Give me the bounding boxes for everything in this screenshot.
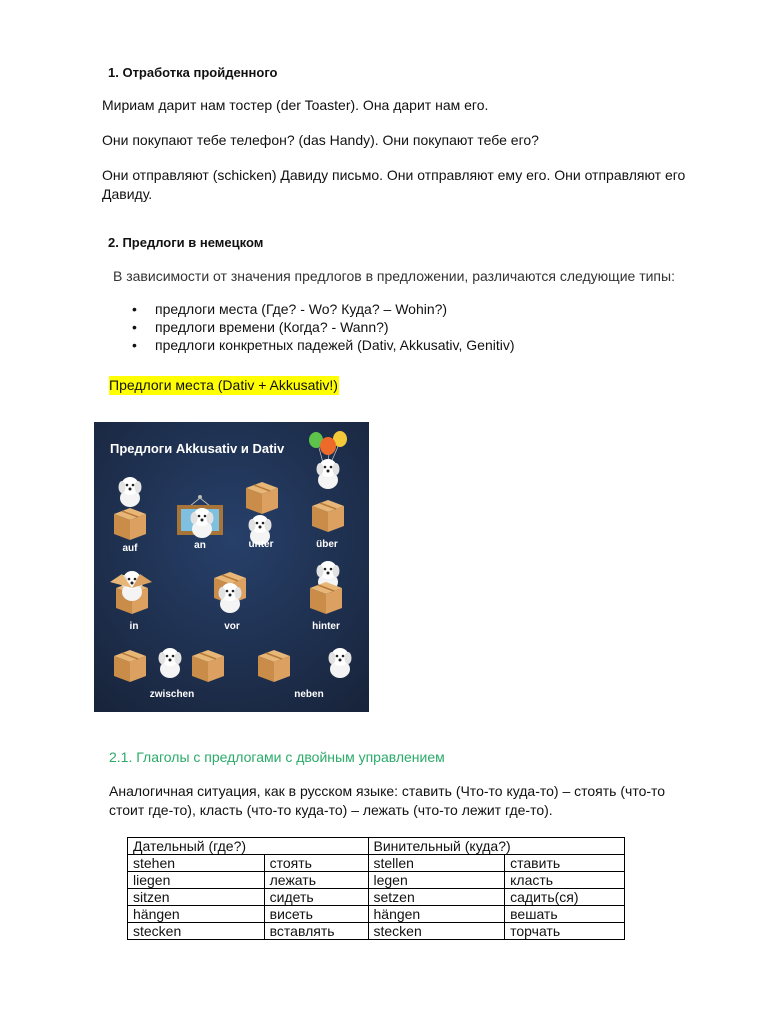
picture-title: Предлоги Akkusativ и Dativ: [110, 441, 285, 456]
table-row: [128, 906, 625, 923]
table-header-row: [128, 838, 625, 855]
label-neben: neben: [294, 689, 324, 700]
table-cell: stecken: [128, 923, 265, 940]
table-cell: торчать: [505, 923, 625, 940]
exercise-line-1: Мириам дарит нам тостер (der Toaster). Она дарит нам его.: [102, 97, 489, 113]
table-cell: сидеть: [264, 889, 368, 906]
section-2-heading: 2. Предлоги в немецком: [108, 235, 264, 250]
table-row: [128, 889, 625, 906]
label-in: in: [129, 621, 139, 632]
table-row: [128, 855, 625, 872]
exercise-line-2: Они покупают тебе телефон? (das Handy). Они покупают тебе его?: [102, 132, 539, 148]
list-item: • предлоги времени (Когда? - Wann?): [128, 318, 515, 336]
table-cell: стоять: [264, 855, 368, 872]
label-unter: unter: [248, 539, 274, 550]
table-cell: лежать: [264, 872, 368, 889]
balloon-orange-icon: [320, 437, 336, 455]
label-auf: auf: [122, 543, 138, 554]
header-dative: Дательный (где?): [128, 838, 369, 855]
table-cell: stellen: [368, 855, 505, 872]
list-item: • предлоги места (Где? - Wo? Куда? – Wohin?): [128, 300, 515, 318]
table-cell: liegen: [128, 872, 265, 889]
table-cell: sitzen: [128, 889, 265, 906]
label-an: an: [194, 540, 206, 551]
verbs-table: [127, 837, 625, 940]
preposition-types-list: [128, 300, 515, 354]
table-cell: stehen: [128, 855, 265, 872]
section-2-intro: В зависимости от значения предлогов в предложении, различаются следующие типы:: [113, 268, 675, 284]
table-row: [128, 872, 625, 889]
section-1-heading: 1. Отработка пройденного: [108, 65, 278, 80]
exercise-line-3-continued: Давиду.: [102, 186, 153, 202]
list-item: • предлоги конкретных падежей (Dativ, Akkusativ, Genitiv): [128, 336, 515, 354]
table-cell: stecken: [368, 923, 505, 940]
table-cell: hängen: [368, 906, 505, 923]
table-cell: hängen: [128, 906, 265, 923]
table-cell: класть: [505, 872, 625, 889]
label-vor: vor: [224, 621, 240, 632]
highlighted-subheading: [109, 376, 339, 395]
highlight-text: Предлоги места (Dativ + Akkusativ!): [109, 377, 338, 393]
section-2-1-para-line-2: стоит где-то), класть (что-то куда-то) – лежать (что-то лежит где-то).: [109, 802, 553, 818]
table-row: [128, 923, 625, 940]
table-cell: вешать: [505, 906, 625, 923]
prepositions-picture: [94, 422, 369, 712]
table-cell: ставить: [505, 855, 625, 872]
label-zwischen: zwischen: [149, 689, 195, 700]
section-2-1-para-line-1: Аналогичная ситуация, как в русском языке: ставить (Что-то куда-то) – стоять (что-то: [109, 783, 666, 799]
section-2-1-heading: 2.1. Глаголы с предлогами с двойным управлением: [109, 749, 445, 765]
prepositions-illustration: [94, 422, 369, 712]
table-cell: висеть: [264, 906, 368, 923]
table-cell: садить(ся): [505, 889, 625, 906]
exercise-line-3: Они отправляют (schicken) Давиду письмо. Они отправляют ему его. Они отправляют его: [102, 167, 686, 183]
table-cell: setzen: [368, 889, 505, 906]
table-cell: вставлять: [264, 923, 368, 940]
label-hinter: hinter: [312, 621, 340, 632]
table-cell: legen: [368, 872, 505, 889]
header-accusative: Винительный (куда?): [368, 838, 625, 855]
label-uber: über: [316, 539, 338, 550]
